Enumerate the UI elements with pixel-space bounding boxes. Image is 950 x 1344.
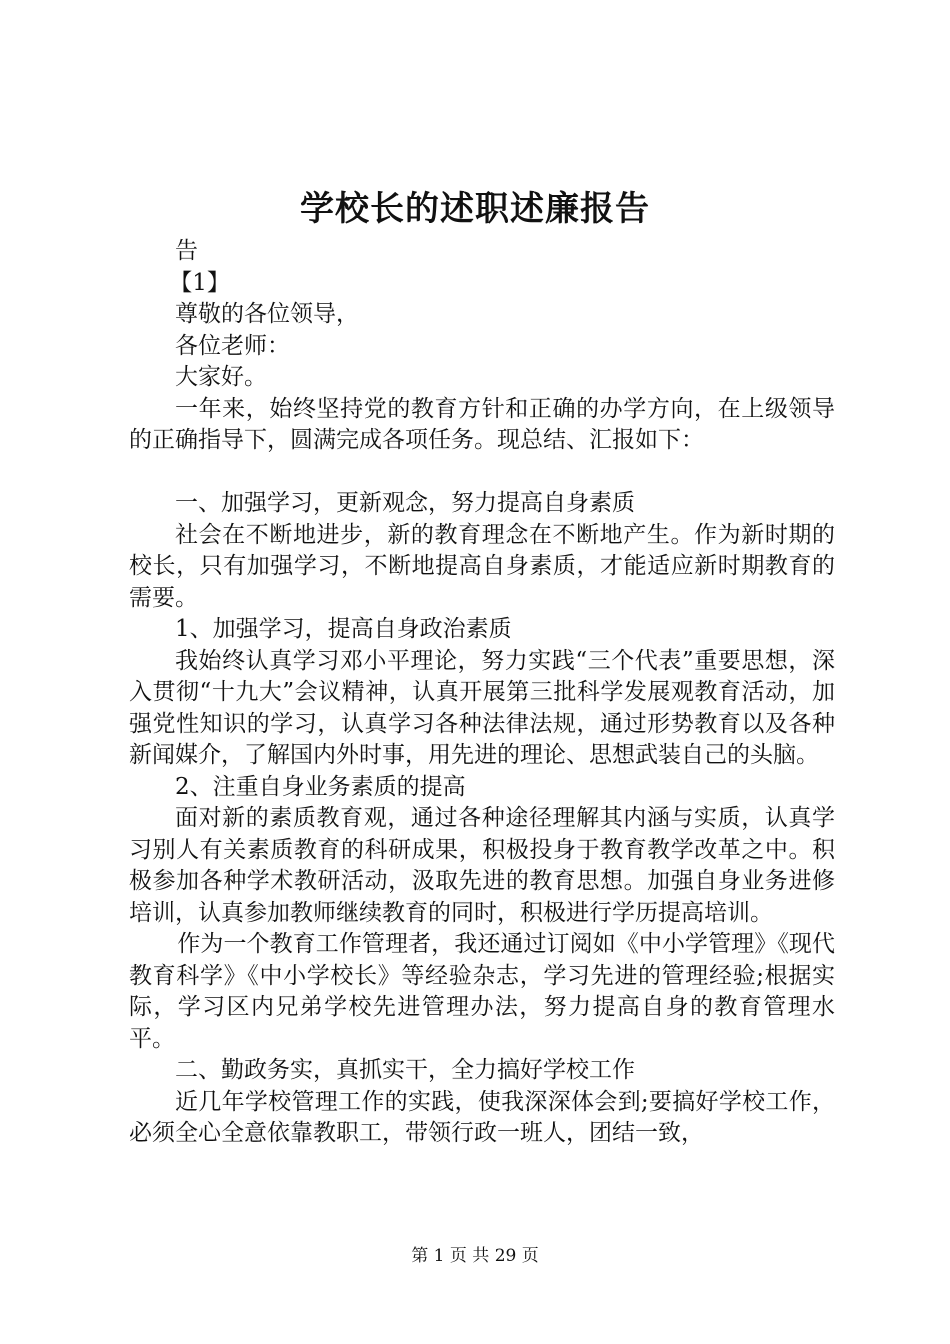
- document-title: 学校长的述职述廉报告: [300, 189, 650, 229]
- blank-line: [129, 457, 835, 489]
- paragraph-body: 作为一个教育工作管理者，我还通过订阅如《中小学管理》《现代教育科学》《中小学校长》等经验杂志，学习先进的管理经验;根据实际，学习区内兄弟学校先进管理办法，努力提高自身的教育管理水平。: [129, 931, 835, 1052]
- paragraph-section-number: 【1】: [169, 269, 230, 296]
- paragraph-body: 我始终认真学习邓小平理论，努力实践“三个代表”重要思想，深入贯彻“十九大”会议精神，认真开展第三批科学发展观教育活动，加强党性知识的学习，认真学习各种法律法规，通过形势教育以及各种新闻媒介，了解国内外时事，用先进的理论、思想武装自己的头脑。: [129, 647, 835, 768]
- paragraph-section-heading-2: 二、勤政务实，真抓实干，全力搞好学校工作: [175, 1057, 635, 1083]
- page-number-footer: 第 1 页 共 29 页: [411, 1246, 539, 1266]
- paragraph-section-heading-1: 一、加强学习，更新观念，努力提高自身素质: [175, 490, 635, 516]
- paragraph-intro: 一年来，始终坚持党的教育方针和正确的办学方向，在上级领导的正确指导下，圆满完成各项任务。现总结、汇报如下：: [129, 395, 835, 453]
- paragraph-body: 近几年学校管理工作的实践，使我深深体会到;要搞好学校工作，必须全心全意依靠教职工，带领行政一班人，团结一致，: [129, 1088, 835, 1146]
- paragraph-heading-fragment: 告: [175, 238, 198, 264]
- paragraph-subheading-1: 1、加强学习，提高自身政治素质: [175, 616, 512, 642]
- paragraph-body: 面对新的素质教育观，通过各种途径理解其内涵与实质，认真学习别人有关素质教育的科研成果，积极投身于教育教学改革之中。积极参加各种学术教研活动，汲取先进的教育思想。加强自身业务进修培训，认真参加教师继续教育的同时，积极进行学历提高培训。: [129, 805, 835, 926]
- document-body: [129, 236, 835, 1150]
- paragraph-salutation-leaders: 尊敬的各位领导，: [175, 301, 359, 327]
- paragraph-body: 社会在不断地进步，新的教育理念在不断地产生。作为新时期的校长，只有加强学习，不断地提高自身素质，才能适应新时期教育的需要。: [129, 521, 835, 611]
- paragraph-salutation-teachers: 各位老师：: [175, 332, 290, 359]
- paragraph-subheading-2: 2、注重自身业务素质的提高: [175, 773, 466, 800]
- paragraph-greeting: 大家好。: [175, 364, 267, 390]
